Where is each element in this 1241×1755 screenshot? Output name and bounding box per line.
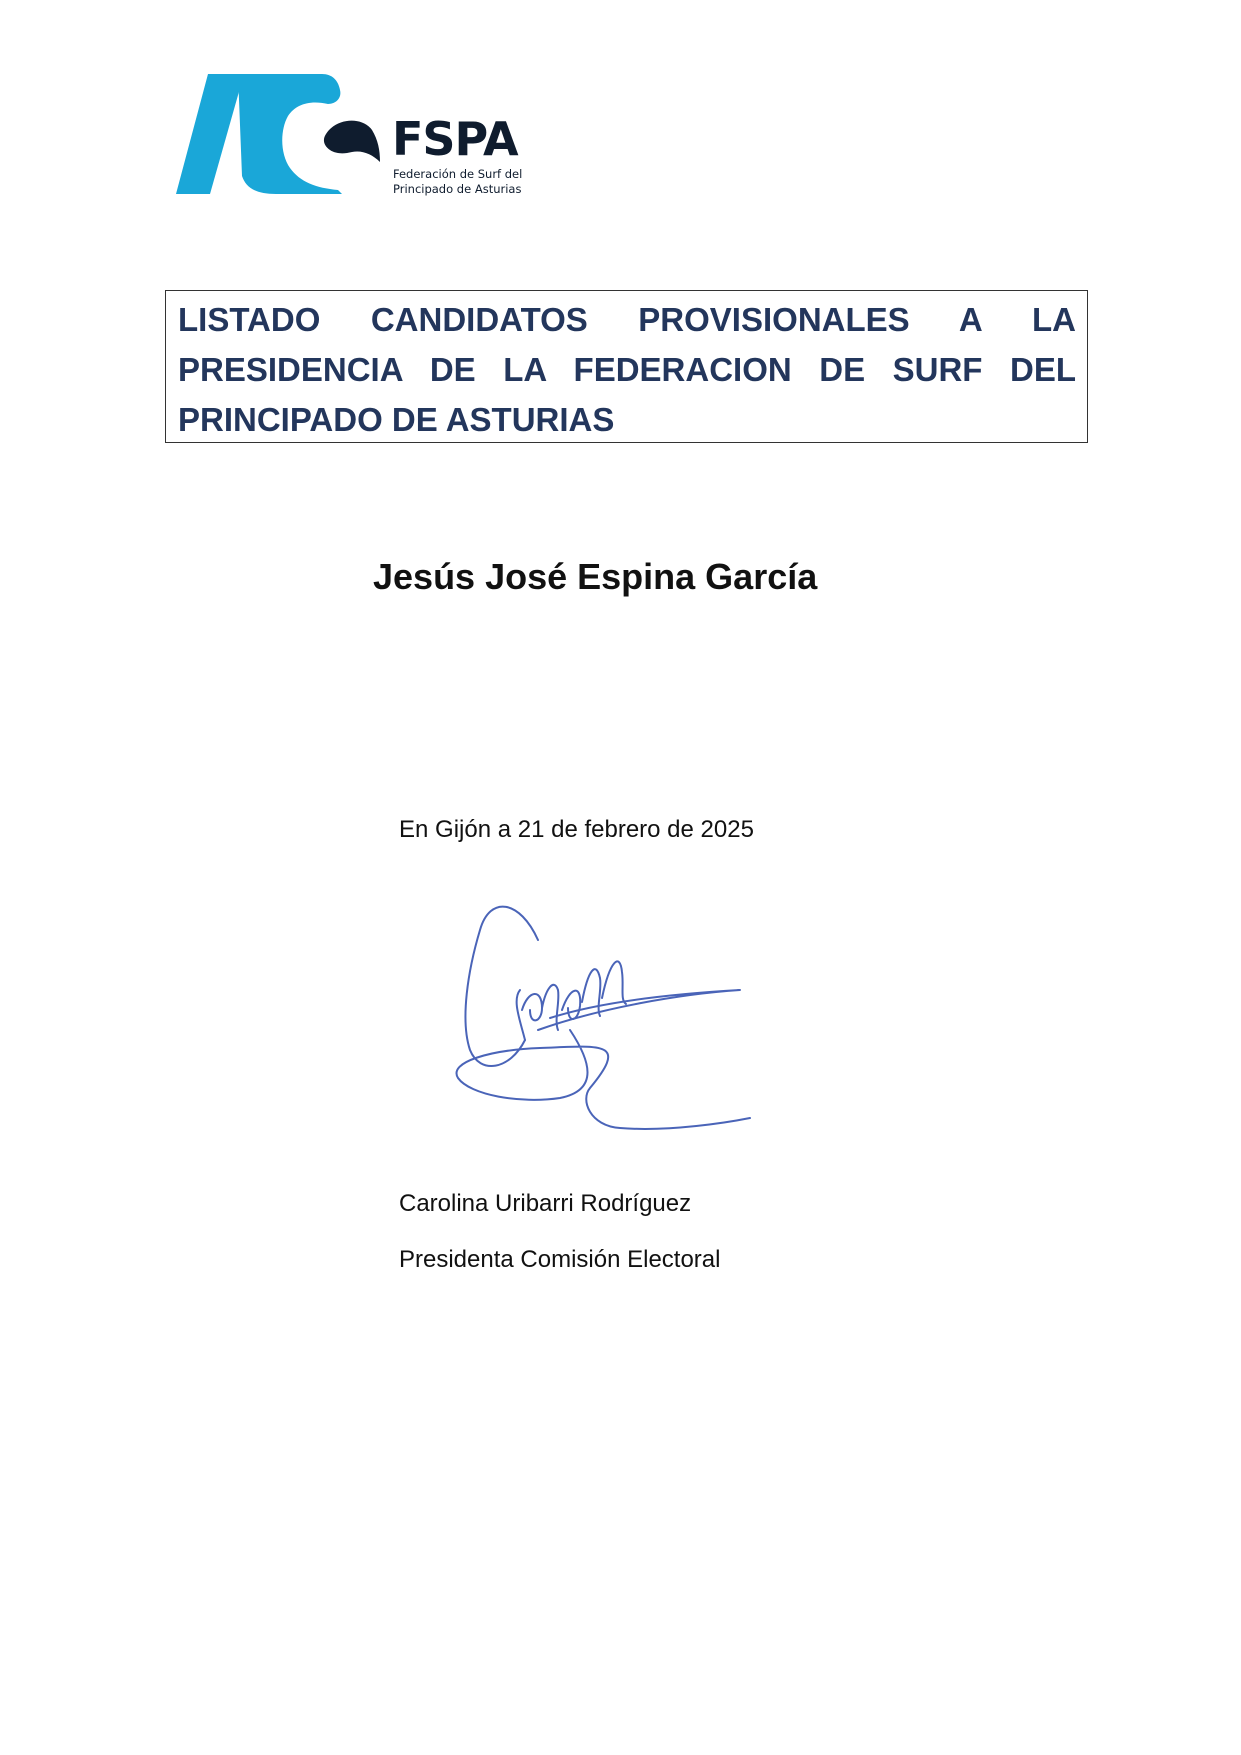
candidate-name: Jesús José Espina García <box>373 556 818 597</box>
fspa-logo <box>176 72 523 202</box>
document-title-box <box>165 290 1088 443</box>
logo-subtitle-line1: Federación de Surf del <box>393 167 523 181</box>
place-date: En Gijón a 21 de febrero de 2025 <box>399 816 754 843</box>
logo-acronym: FSPA <box>392 112 518 166</box>
handwritten-signature <box>450 890 790 1150</box>
logo-subtitle-line2: Principado de Asturias <box>393 182 522 196</box>
signer-role: Presidenta Comisión Electoral <box>399 1246 721 1273</box>
signer-name: Carolina Uribarri Rodríguez <box>399 1190 692 1217</box>
document-title: LISTADO CANDIDATOS PROVISIONALES A LA PRESIDENCIA DE LA FEDERACION DE SURF DEL PRINCIPADO DE ASTURIAS <box>178 301 1076 438</box>
